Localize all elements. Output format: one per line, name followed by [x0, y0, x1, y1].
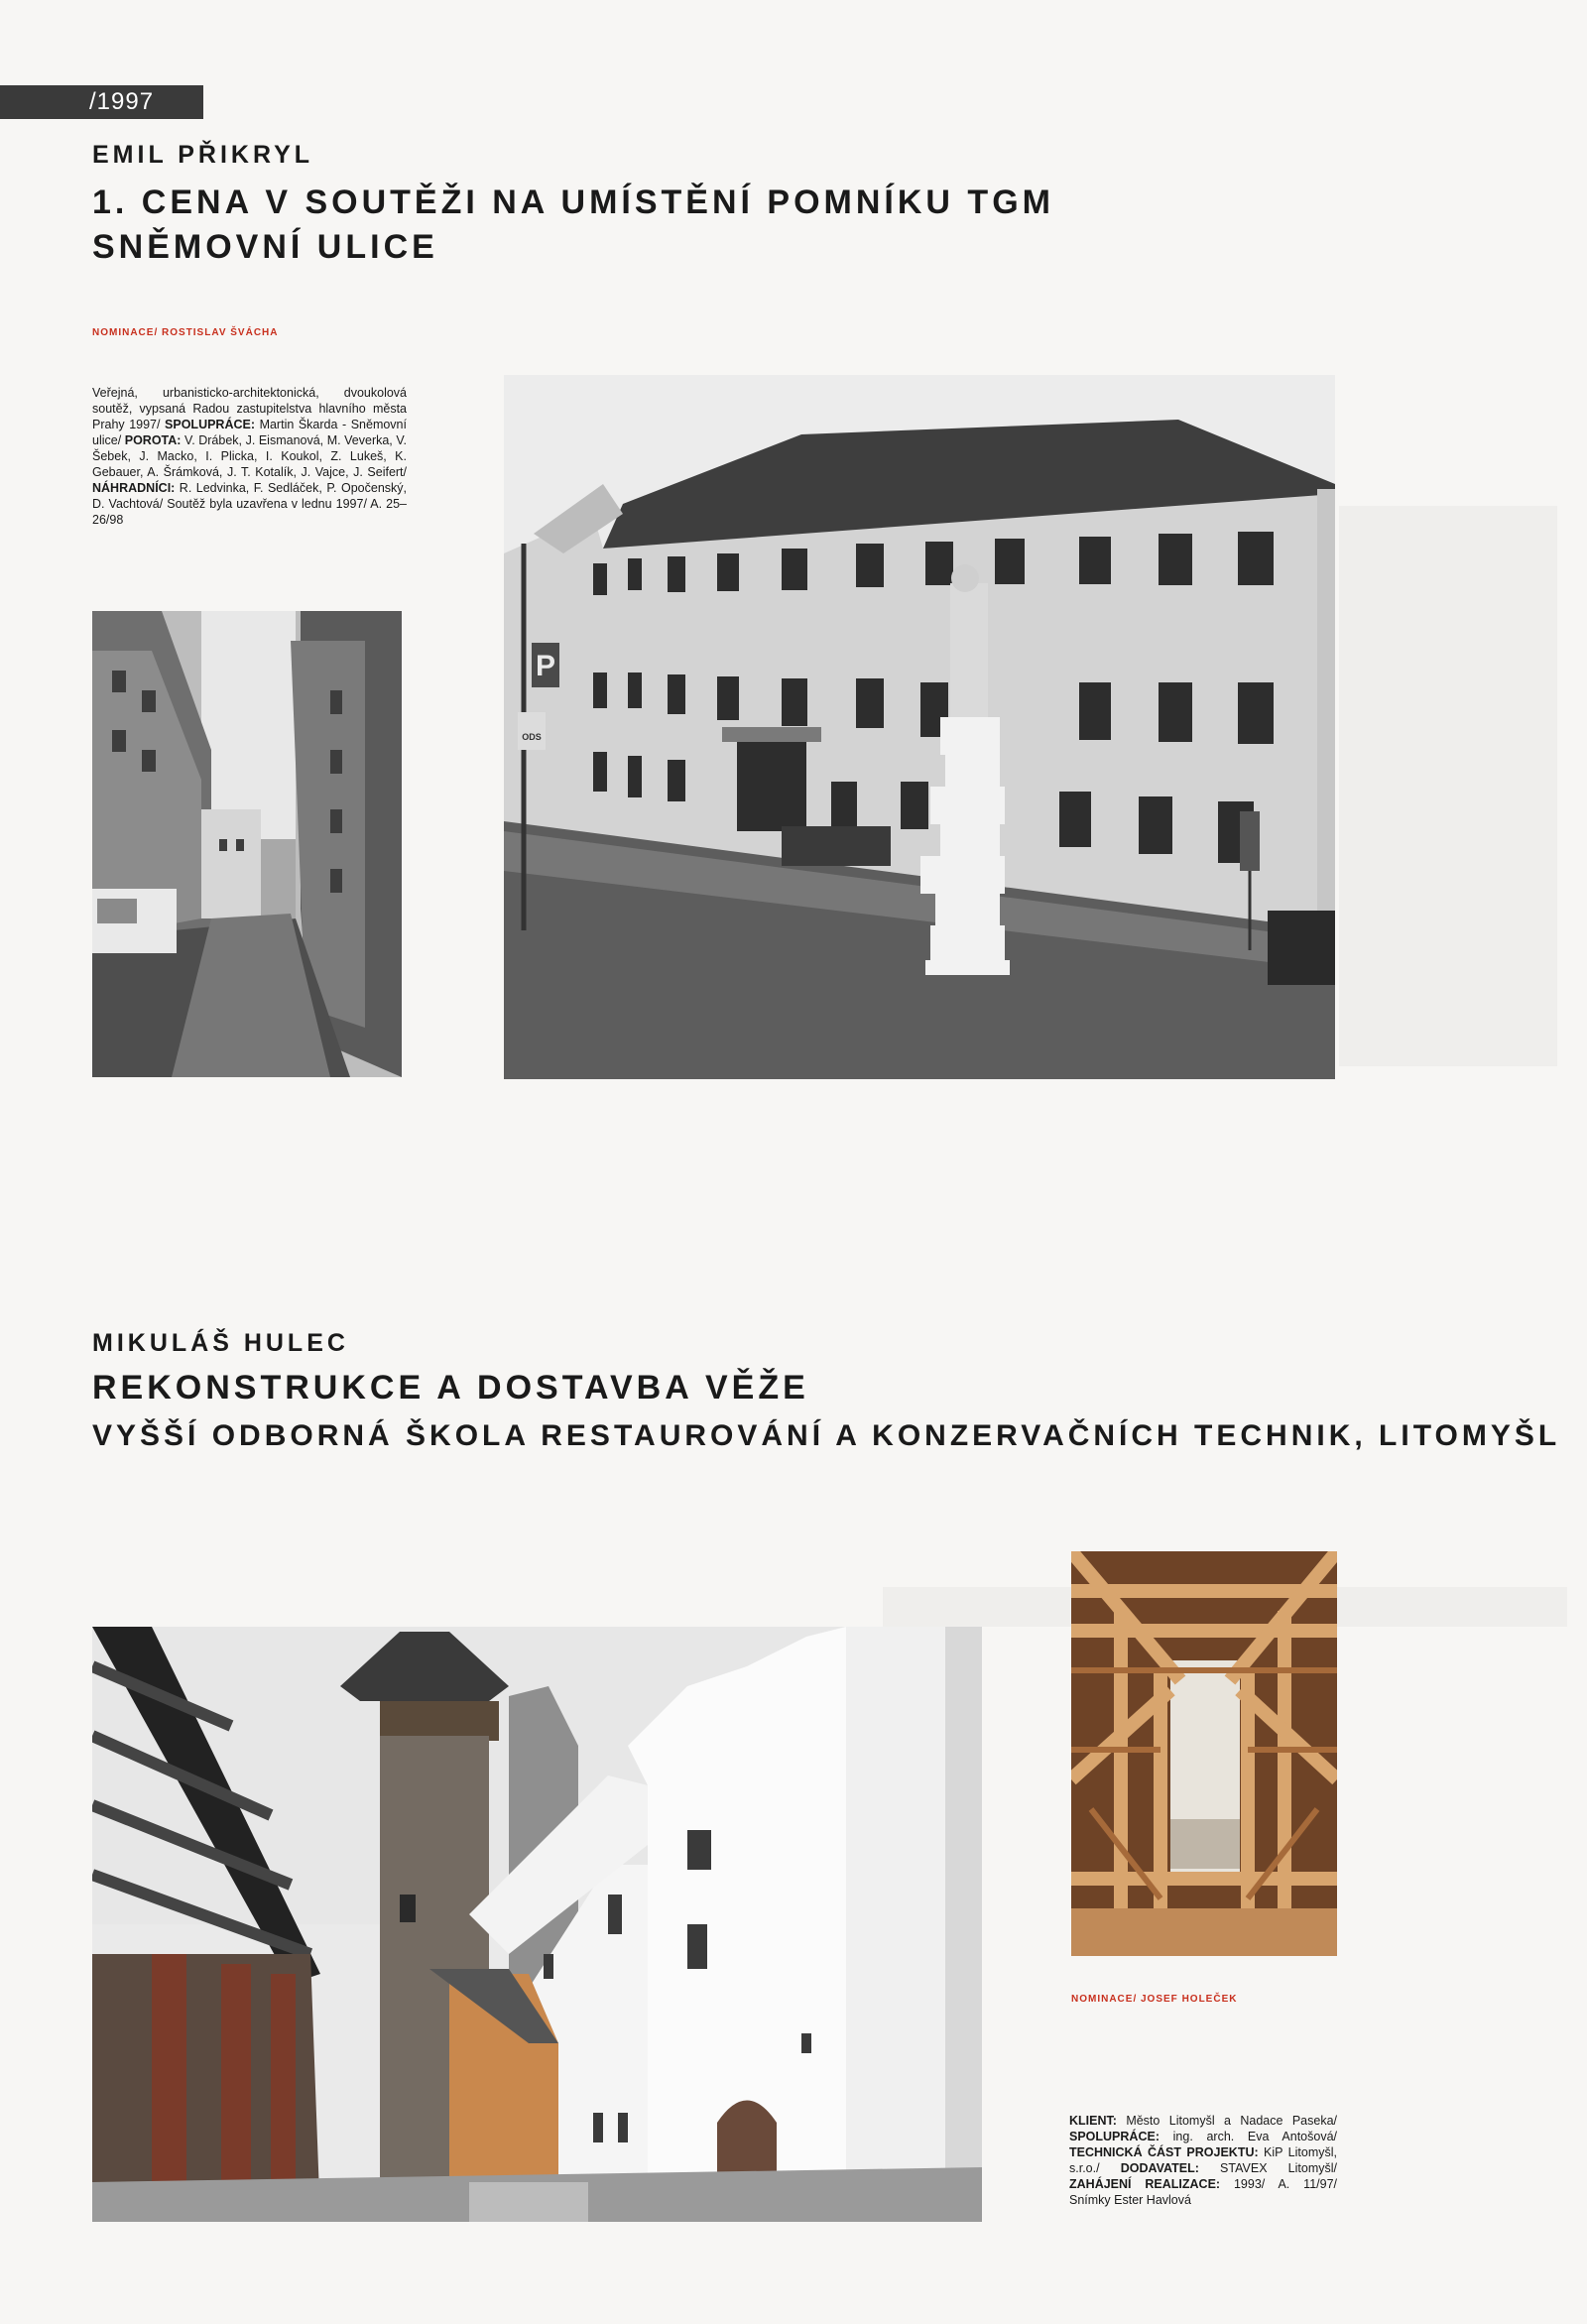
title-2: REKONSTRUKCE A DOSTAVBA VĚŽE	[92, 1369, 809, 1407]
info-2: KLIENT: Město Litomyšl a Nadace Paseka/ SPOLUPRÁCE: ing. arch. Eva Antošová/ TECHNICKÁ ČÁST PROJEKTU: KiP Litomyšl, s.r.o./ DODAVATEL: STAVEX Litomyšl/ ZAHÁJENÍ REALIZACE: 1993/ A. 11/97/ Snímky Ester Havlová	[1069, 2114, 1338, 2207]
parking-sign-letter: P	[535, 650, 556, 682]
subtitle-2: VYŠŠÍ ODBORNÁ ŠKOLA RESTAUROVÁNÍ A KONZERVAČNÍCH TECHNIK, LITOMYŠL	[92, 1419, 1561, 1452]
title-1-line2: SNĚMOVNÍ ULICE	[92, 228, 438, 266]
author-2: MIKULÁŠ HULEC	[92, 1329, 349, 1357]
author-1: EMIL PŘIKRYL	[92, 141, 314, 169]
year-label: /1997	[0, 85, 203, 119]
photo-street	[92, 611, 402, 1077]
nomination-2: NOMINACE/ JOSEF HOLEČEK	[1071, 1994, 1238, 2005]
sign-plate-text: ODS	[522, 732, 542, 742]
title-1-line1: 1. CENA V SOUTĚŽI NA UMÍSTĚNÍ POMNÍKU TGM	[92, 183, 1054, 221]
photo-tower-courtyard	[92, 1627, 982, 2222]
photo-monument-square	[504, 375, 1335, 1079]
show-through-1	[1339, 506, 1557, 1066]
nomination-1: NOMINACE/ ROSTISLAV ŠVÁCHA	[92, 327, 279, 338]
photo-timber-interior	[1071, 1551, 1337, 1956]
info-1: Veřejná, urbanisticko-architektonická, dvoukolová soutěž, vypsaná Radou zastupitelstva hlavního města Prahy 1997/ SPOLUPRÁCE: Martin Škarda - Sněmovní ulice/ POROTA: V. Drábek, J. Eismanová, M. Veverka, V. Šebek, J. Macko, I. Plicka, I. Koukol, Z. Lukeš, K. Gebauer, A. Šrámková, J. T. Kotalík, J. Vajce, J. Seifert/ NÁHRADNÍCI: R. Ledvinka, F. Sedláček, P. Opočenský, D. Vachtová/ Soutěž byla uzavřena v lednu 1997/ A. 25–26/98	[92, 386, 408, 527]
